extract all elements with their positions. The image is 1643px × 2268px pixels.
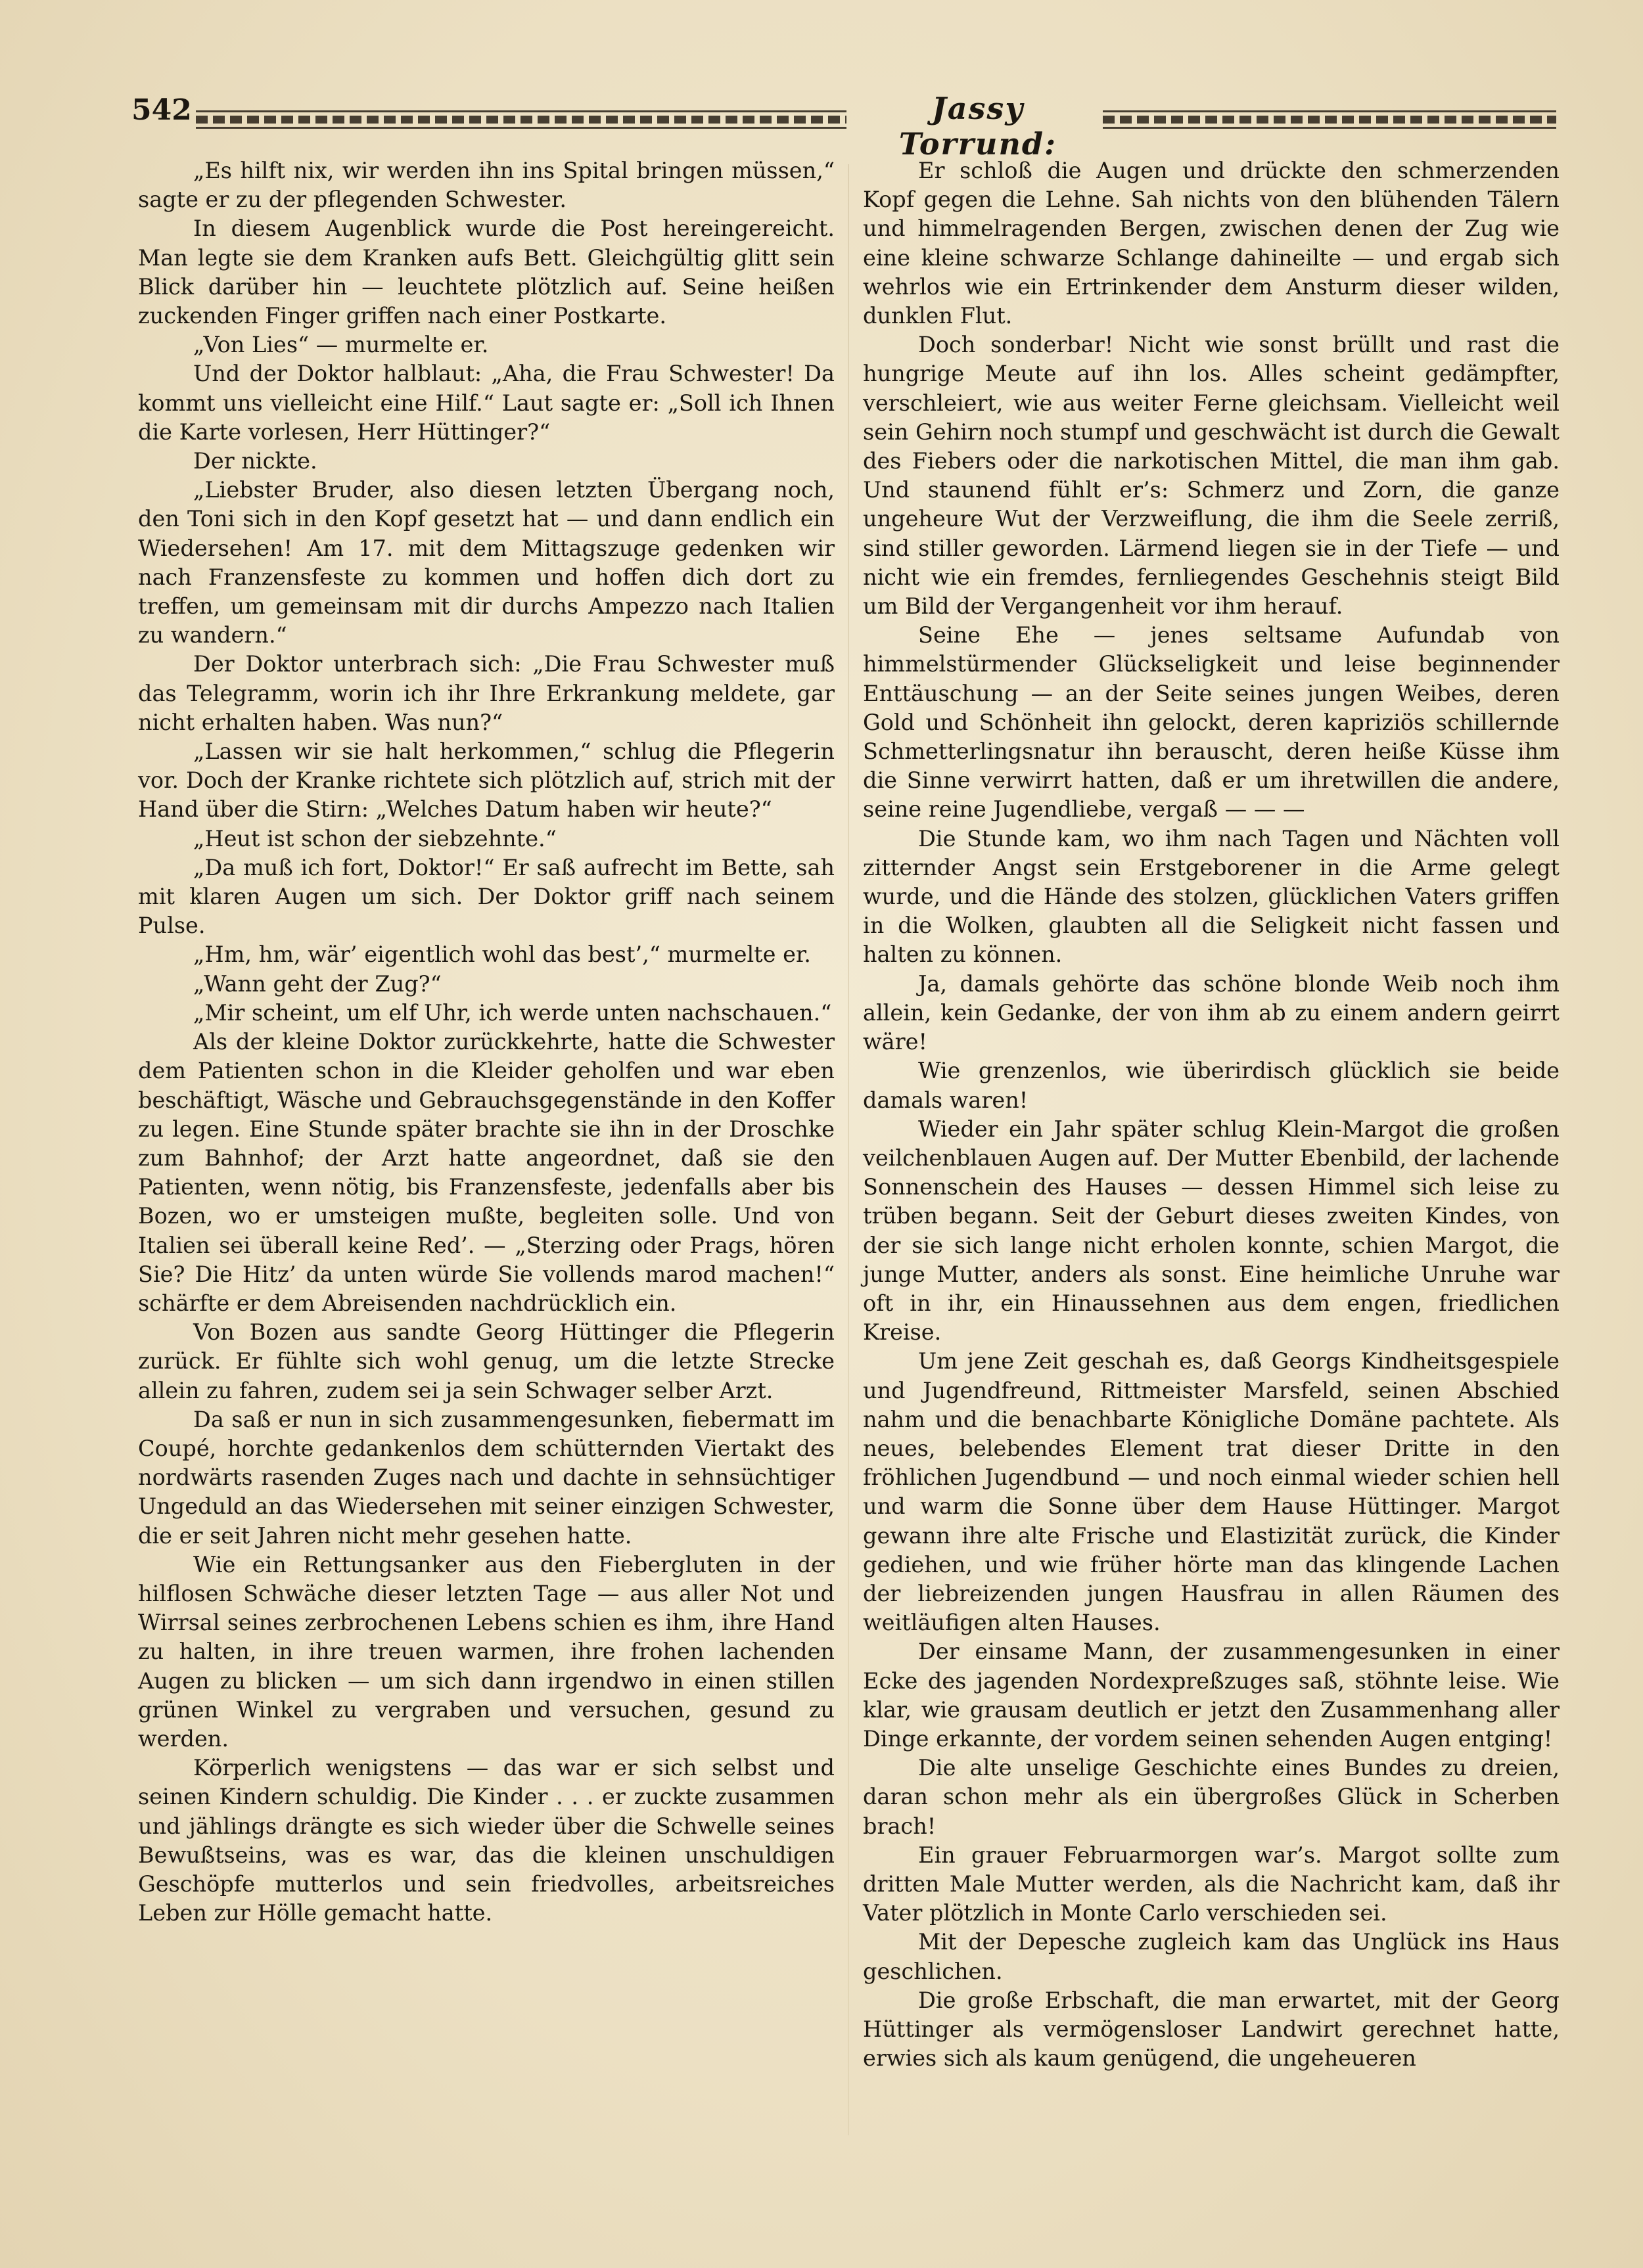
- paragraph: Körperlich wenigstens — das war er sich selbst und seinen Kindern schuldig. Die Kinder . . . er zuckte zusammen und jählings drängte es sich wieder über die Schwelle seines Bewußtseins, was es war, das die kleinen unschuldigen Geschöpfe mutterlos und sein friedvolles, arbeitsreiches Leben zur Hölle gemacht hatte.: [138, 1755, 835, 1926]
- paragraph: Von Bozen aus sandte Georg Hüttinger die Pflegerin zurück. Er fühlte sich wohl genug, um die letzte Strecke allein zu fahren, zudem sei ja sein Schwager selber Arzt.: [138, 1319, 835, 1403]
- paragraph: Er schloß die Augen und drückte den schmerzenden Kopf gegen die Lehne. Sah nichts von den blühenden Tälern und himmelragenden Bergen, zwischen denen der Zug wie eine kleine schwarze Schlange dahineilte — und ergab sich wehrlos wie ein Ertrinkender dem Ansturm dieser wilden, dunklen Flut.: [863, 158, 1560, 329]
- paragraph: „Liebster Bruder, also diesen letzten Übergang noch, den Toni sich in den Kopf gesetzt hat — und dann endlich ein Wiedersehen! Am 17. mit dem Mittagszuge gedenken wir nach Franzensfeste zu kommen und hoffen dich dort zu treffen, um gemeinsam mit dir durchs Ampezzo nach Italien zu wandern.“: [138, 477, 835, 648]
- header-ornament-right: [1103, 116, 1556, 124]
- paragraph: „Hm, hm, wär’ eigentlich wohl das best’,“ murmelte er.: [193, 941, 811, 968]
- paragraph: Wie grenzenlos, wie überirdisch glücklich sie beide damals waren!: [863, 1058, 1560, 1113]
- paragraph: Der Doktor unterbrach sich: „Die Frau Schwester muß das Telegramm, worin ich ihr Ihre Erkrankung meldete, gar nicht erhalten haben. Was nun?“: [138, 651, 835, 735]
- paragraph: Um jene Zeit geschah es, daß Georgs Kindheitsgespiele und Jugendfreund, Rittmeister Marsfeld, seinen Abschied nahm und die benachbarte Königliche Domäne pachtete. Als neues, belebendes Element trat dieser Dritte in den fröhlichen Jugendbund — und noch einmal wieder schien hell und warm die Sonne über dem Hause Hüttinger. Margot gewann ihre alte Frische und Elastizität zurück, die Kinder gediehen, und wie früher hörte man das klingende Lachen der liebreizenden jungen Hausfrau in allen Räumen des weitläufigen alten Hauses.: [863, 1348, 1560, 1636]
- paragraph: Ein grauer Februarmorgen war’s. Margot sollte zum dritten Male Mutter werden, als die Nachricht kam, daß ihr Vater plötzlich in Monte Carlo verschieden sei.: [863, 1842, 1560, 1926]
- paragraph: „Es hilft nix, wir werden ihn ins Spital bringen müssen,“ sagte er zu der pflegenden Schwester.: [138, 158, 835, 213]
- paragraph: Die Stunde kam, wo ihm nach Tagen und Nächten voll zitternder Angst sein Erstgeborener in die Arme gelegt wurde, und die Hände des stolzen, glücklichen Vaters griffen in die Wolken, glaubten all die Seligkeit nicht fassen und halten zu können.: [863, 825, 1560, 968]
- page-header: [131, 91, 1558, 162]
- paragraph: Als der kleine Doktor zurückkehrte, hatte die Schwester dem Patienten schon in die Kleider geholfen und war eben beschäftigt, Wäsche und Gebrauchsgegenstände in den Koffer zu legen. Eine Stunde später brachte sie ihn in der Droschke zum Bahnhof; der Arzt hatte angeordnet, daß sie den Patienten, wenn nötig, bis Franzensfeste, jedenfalls aber bis Bozen, wo er umsteigen mußte, begleiten solle. Und von Italien sei überall keine Red’. — „Sterzing oder Prags, hören Sie? Die Hitz’ da unten würde Sie vollends marod machen!“ schärfte er dem Abreisenden nachdrücklich ein.: [138, 1029, 835, 1316]
- paragraph: Doch sonderbar! Nicht wie sonst brüllt und rast die hungrige Meute auf ihn los. Alles scheint gedämpfter, verschleiert, wie aus weiter Ferne gleichsam. Vielleicht weil sein Gehirn noch stumpf und geschwächt ist durch die Gewalt des Fiebers oder die narkotischen Mittel, die man ihm gab. Und staunend fühlt er’s: Schmerz und Zorn, die ganze ungeheure Wut der Verzweiflung, die ihm die Seele zerriß, sind stiller geworden. Lärmend liegen sie in der Tiefe — und nicht wie ein fremdes, fernliegendes Geschehnis steigt Bild um Bild der Vergangenheit vor ihm herauf.: [863, 332, 1560, 620]
- paragraph: Wieder ein Jahr später schlug Klein-Margot die großen veilchenblauen Augen auf. Der Mutter Ebenbild, der lachende Sonnenschein des Hauses — dessen Himmel sich leise zu trüben begann. Seit der Geburt dieses zweiten Kindes, von der sie sich lange nicht erholen konnte, schien Margot, die junge Mutter, anders als sonst. Eine heimliche Unruhe war oft in ihr, ein Hinaussehnen aus dem engen, friedlichen Kreise.: [863, 1116, 1560, 1346]
- paragraph: Die alte unselige Geschichte eines Bundes zu dreien, daran schon mehr als ein übergroßes Glück in Scherben brach!: [863, 1755, 1560, 1839]
- paragraph: Und der Doktor halblaut: „Aha, die Frau Schwester! Da kommt uns vielleicht eine Hilf.“ Laut sagte er: „Soll ich Ihnen die Karte vorlesen, Herr Hüttinger?“: [138, 361, 835, 445]
- paragraph: „Da muß ich fort, Doktor!“ Er saß aufrecht im Bette, sah mit klaren Augen um sich. Der Doktor griff nach seinem Pulse.: [138, 854, 835, 939]
- paragraph: Ja, damals gehörte das schöne blonde Weib noch ihm allein, kein Gedanke, der von ihm ab zu einem andern geirrt wäre!: [863, 970, 1560, 1055]
- paragraph: Mit der Depesche zugleich kam das Unglück ins Haus geschlichen.: [863, 1929, 1560, 1984]
- paragraph: „Von Lies“ — murmelte er.: [193, 332, 489, 358]
- column-divider: [848, 164, 849, 2135]
- paragraph: „Heut ist schon der siebzehnte.“: [193, 825, 557, 851]
- left-column: [138, 156, 835, 1928]
- paragraph: Der nickte.: [193, 448, 317, 474]
- paragraph: Der einsame Mann, der zusammengesunken in einer Ecke des jagenden Nordexpreßzuges saß, stöhnte leise. Wie klar, wie grausam deutlich er jetzt den Zusammenhang aller Dinge erkannte, der vordem seinen sehenden Augen entging!: [863, 1639, 1560, 1752]
- paragraph: „Lassen wir sie halt herkommen,“ schlug die Pflegerin vor. Doch der Kranke richtete sich plötzlich auf, strich mit der Hand über die Stirn: „Welches Datum haben wir heute?“: [138, 738, 835, 823]
- paragraph: Wie ein Rettungsanker aus den Fiebergluten in der hilflosen Schwäche dieser letzten Tage — aus aller Not und Wirrsal seines zerbrochenen Lebens schien es ihm, ihre Hand zu halten, in ihre treuen warmen, ihre frohen lachenden Augen zu blicken — um sich dann irgendwo in einen stillen grünen Winkel zu vergraben und versuchen, gesund zu werden.: [138, 1551, 835, 1752]
- header-ornament-left: [196, 116, 846, 124]
- paragraph: Seine Ehe — jenes seltsame Aufundab von himmelstürmender Glückseligkeit und leise beginnender Enttäuschung — an der Seite seines jungen Weibes, deren Gold und Schönheit ihn gelockt, deren kapriziös schillernde Schmetterlingsnatur ihn berauscht, deren heiße Küsse ihm die Sinne verwirrt hatten, daß er um ihretwillen die andere, seine reine Jugendliebe, vergaß — — —: [863, 622, 1560, 823]
- right-column: [863, 156, 1560, 2073]
- running-head: Jassy Torrund:: [898, 91, 1057, 162]
- paragraph: „Wann geht der Zug?“: [193, 970, 442, 997]
- paragraph: „Mir scheint, um elf Uhr, ich werde unten nachschauen.“: [193, 999, 832, 1026]
- paragraph: Die große Erbschaft, die man erwartet, mit der Georg Hüttinger als vermögensloser Landwirt gerechnet hatte, erwies sich als kaum genügend, die ungeheueren: [863, 1987, 1560, 2072]
- paragraph: Da saß er nun in sich zusammengesunken, fiebermatt im Coupé, horchte gedankenlos dem schütternden Viertakt des nordwärts rasenden Zuges nach und dachte in sehnsüchtiger Ungeduld an das Wiedersehen mit seiner einzigen Schwester, die er seit Jahren nicht mehr gesehen hatte.: [138, 1406, 835, 1549]
- paragraph: In diesem Augenblick wurde die Post hereingereicht. Man legte sie dem Kranken aufs Bett. Gleichgültig glitt sein Blick darüber hin — leuchtete plötzlich auf. Seine heißen zuckenden Finger griffen nach einer Postkarte.: [138, 215, 835, 329]
- page-number: 542: [131, 93, 192, 127]
